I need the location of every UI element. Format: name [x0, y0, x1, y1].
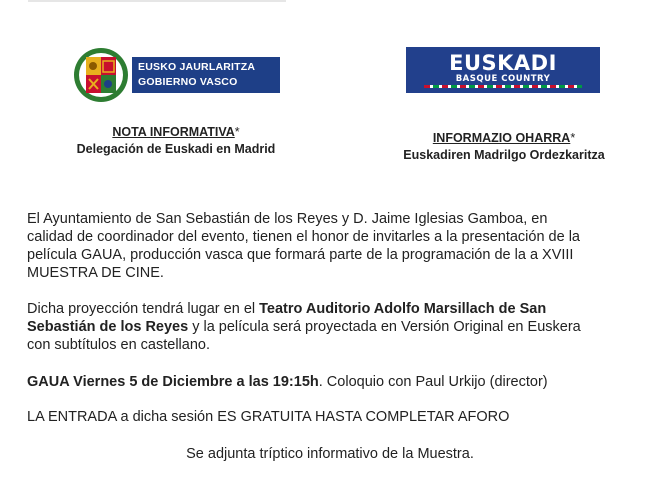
schedule-text: . Coloquio con Paul Urkijo (director): [318, 374, 548, 390]
schedule-date: GAUA Viernes 5 de Diciembre a las 19:15h: [27, 374, 319, 390]
top-divider: [28, 0, 286, 2]
paragraph-venue: [27, 300, 648, 354]
euskadi-wordmark: EUSKADI: [449, 51, 557, 75]
header-eu-title: INFORMAZIO OHARRA: [432, 131, 571, 145]
header-es-subtitle: Delegación de Euskadi en Madrid: [76, 142, 276, 156]
euskadi-tagline: BASQUE COUNTRY: [455, 74, 551, 84]
venue-text: con subtítulos en castellano.: [27, 337, 210, 353]
venue-city: Sebastián de los Reyes: [27, 319, 189, 335]
gv-line-1: EUSKO JAURLARITZA: [138, 61, 256, 73]
gobierno-vasco-wordmark: [132, 57, 280, 93]
header-es-star: *: [234, 125, 240, 139]
header-es: [40, 124, 312, 158]
header-es-title: NOTA INFORMATIVA: [112, 125, 235, 139]
paragraph-line: El Ayuntamiento de San Sebastián de los Reyes y D. Jaime Iglesias Gamboa, en: [27, 211, 548, 227]
ikurrina-stripe: [424, 85, 582, 88]
paragraph-schedule: [27, 373, 647, 391]
gobierno-vasco-logo: [72, 45, 282, 107]
venue-text: y la película será proyectada en Versión Original en Euskera: [188, 319, 581, 335]
euskadi-logo: [406, 47, 600, 93]
paragraph-invitation: [27, 210, 647, 282]
paragraph-line: MUESTRA DE CINE.: [27, 265, 164, 281]
venue-text: Dicha proyección tendrá lugar en el: [27, 301, 260, 317]
header-eu-subtitle: Euskadiren Madrilgo Ordezkaritza: [403, 148, 605, 162]
header-eu: [366, 130, 642, 164]
paragraph-attachment: Se adjunta tríptico informativo de la Muestra.: [186, 446, 474, 462]
paragraph-line: película GAUA, producción vasca que formará parte de la programación de la a XVIII: [27, 247, 574, 263]
venue-name: Teatro Auditorio Adolfo Marsillach de San: [259, 301, 547, 317]
paragraph-entry: LA ENTRADA a dicha sesión ES GRATUITA HASTA COMPLETAR AFORO: [27, 409, 510, 425]
coat-of-arms-icon: [72, 45, 130, 105]
gv-line-2: GOBIERNO VASCO: [138, 76, 238, 88]
paragraph-line: calidad de coordinador del evento, tienen el honor de invitarles a la presentación de la: [27, 229, 580, 245]
header-eu-star: *: [570, 131, 576, 145]
